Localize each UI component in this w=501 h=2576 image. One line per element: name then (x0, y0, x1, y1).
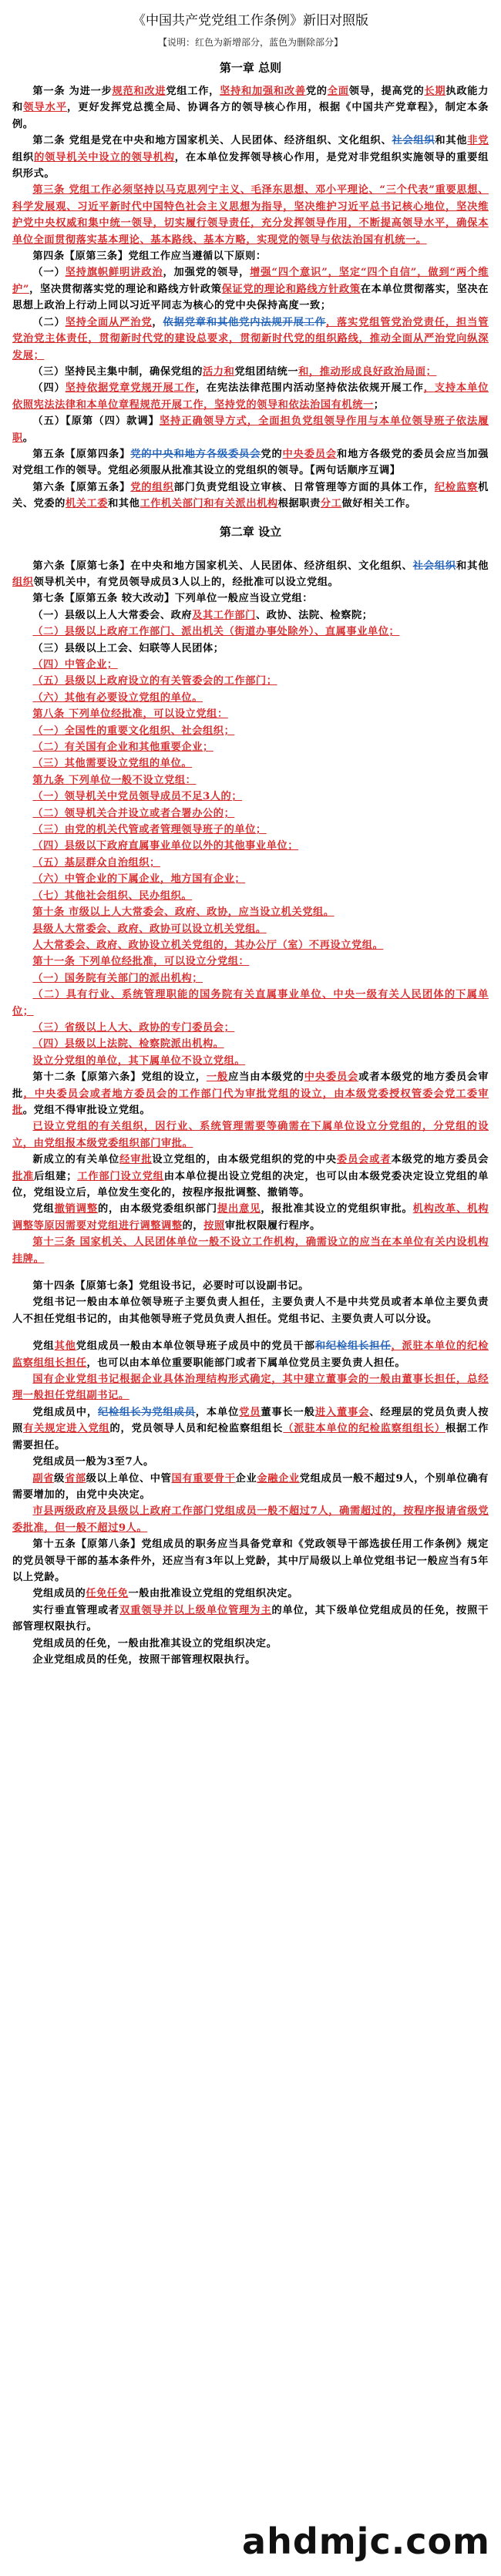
article-paragraph (12, 871, 489, 887)
original-text: 本级党的地方委员会 (391, 1154, 489, 1166)
original-text: 党组工作， (166, 86, 220, 97)
article-paragraph (12, 904, 489, 920)
added-text: 坚持依据党章党规开展工作 (65, 382, 196, 395)
article-paragraph (12, 479, 489, 513)
article-paragraph (12, 1454, 489, 1470)
article-paragraph (12, 772, 489, 789)
article-paragraph (12, 1201, 489, 1234)
added-text: 任免 (106, 1588, 129, 1600)
original-text: 根据工作需要担任。 (12, 1423, 489, 1451)
site-watermark: ahdmjc.com (242, 2521, 490, 2562)
added-text: （四）中管企业； (32, 659, 118, 671)
added-text: 的领导机关中设立的领导机构 (34, 151, 175, 163)
original-text: 第十二条【原第六条】党组的设立， (32, 1071, 207, 1084)
added-text: 进入董事会 (314, 1406, 370, 1418)
article-paragraph (12, 364, 489, 380)
added-text: 金融企业 (257, 1472, 300, 1485)
original-text: ，也可以由本单位重要职能部门或者下属单位党员主要负责人担任。 (86, 1357, 406, 1369)
added-text: （二）县级以上政府工作部门、派出机关（街道办事处除外）、直属事业单位； (32, 626, 400, 638)
added-text: 经审批 (119, 1154, 153, 1166)
article-paragraph (12, 641, 489, 657)
original-text: 由本单位提出设立党组的决定，也可以由本级党委决定设立党组的单位，党组设立后，单位发生变化的，按程序报批调整、撤销等。 (12, 1170, 489, 1199)
article-paragraph (12, 1020, 489, 1036)
original-text: 。党组不得审批设立党组。 (22, 1104, 151, 1116)
chapter-heading-1: 第一章 总则 (219, 61, 282, 75)
article-paragraph (12, 1069, 489, 1118)
original-text: 党组成员的 (32, 1588, 86, 1600)
added-text: 市县两级政府及县级以上政府工作部门党组成员一般不超过7人，确需超过的，按程序报请省级党委批准，但一般不超过9人。 (12, 1505, 489, 1534)
original-text: 党组成员一般由本单位领导班子成员中的党员干部 (76, 1340, 315, 1353)
original-text: 的单位，其下级单位党组成员的任免，按照干部管理权限执行。 (12, 1604, 489, 1633)
added-text: ，总经理一般担任党组副书记。 (12, 1374, 489, 1402)
deleted-text: 和纪检组长担任 (314, 1340, 392, 1353)
article-paragraph (12, 1503, 489, 1536)
added-text: 双重领导并以上级单位管理为主 (119, 1604, 272, 1616)
article-paragraph (12, 789, 489, 805)
original-text: 第十四条【原第七条】党组设书记，必要时可以设副书记。 (32, 1280, 309, 1293)
footer-bar (0, 2516, 501, 2576)
added-text: 非党 (467, 135, 489, 147)
original-text: 、政协、法院、检察院； (255, 609, 373, 621)
original-text: 企业党组成员的任免，按照干部管理权限执行。 (32, 1653, 256, 1666)
article-paragraph (12, 657, 489, 673)
article-paragraph (12, 182, 489, 248)
article-paragraph (12, 1294, 489, 1327)
added-text: 增强“四个意识”，坚定“四个自信”，做到“两个维护” (12, 267, 489, 295)
added-text: 规范和改进 (112, 86, 166, 97)
added-text: （六）中管企业的下属企业，地方国有企业； (32, 873, 246, 886)
added-text: 撤销 (54, 1203, 76, 1216)
added-text: （三）由党的机关代管或者管理领导班子的单位； (32, 824, 267, 836)
article-paragraph (12, 1338, 489, 1371)
added-text: 坚持和加强和改善 (220, 86, 306, 97)
added-text: 中央委员会 (304, 1071, 359, 1084)
article-paragraph (12, 446, 489, 479)
added-text: 委员会或者 (337, 1154, 392, 1166)
original-text: 的，党员领导人员和纪检监察组组长 (109, 1423, 284, 1435)
added-text: 和 (298, 365, 309, 378)
added-text: 党的组织 (130, 481, 174, 493)
added-text: 工作部门设立党组 (77, 1170, 164, 1182)
original-text: 党组成员一般不超过9人，个别单位确有需要增加的，由党中央决定。 (12, 1472, 489, 1501)
original-text: 应当由本级党的 (228, 1071, 304, 1084)
deleted-text: 党的中央和地方各级委员会 (130, 448, 261, 460)
original-text: （一） (32, 267, 66, 279)
added-text: ，中央委员会或者地方委员会的工作部门代为审批党组的设立，由本级党委授权 (23, 1088, 412, 1100)
article-paragraph (12, 953, 489, 970)
original-text: 。 (22, 432, 34, 444)
added-text: （二）具有行业、系统管理职能的国务院有关直属事业单位、中央一级有关人民团体的下属单位； (12, 989, 489, 1017)
added-text: 部门和有关派出机构 (182, 498, 278, 510)
original-text: 在本单位贯彻落实，坚决在思想上政治上行动上同以习近平同志为核心的党中央保持高度一致； (12, 283, 489, 312)
added-text: 提出意见 (217, 1203, 261, 1216)
original-text: 后组建； (34, 1170, 78, 1182)
color-legend-note: 【说明：红色为新增部分，蓝色为删除部分】 (157, 37, 343, 48)
added-text: 分工 (320, 498, 342, 510)
original-text: 第五条【原第四条】 (32, 448, 131, 460)
article-paragraph (12, 558, 489, 591)
article-paragraph (12, 723, 489, 739)
added-text: 按照 (203, 1219, 225, 1232)
article-paragraph (12, 838, 489, 854)
chapter-heading-2: 第二章 设立 (219, 524, 282, 539)
original-text: 第六条【原第五条】 (32, 481, 131, 493)
added-text: 活力和 (203, 365, 235, 378)
article-paragraph (12, 248, 489, 264)
added-text: 国有重要骨干 (171, 1472, 236, 1485)
added-text: 担任 (65, 1357, 87, 1369)
original-text: 党组团结统一 (234, 365, 299, 378)
original-text: 第六条【原第七条】在中央和地方国家机关、人民团体、经济组织、文化组织、 (32, 560, 413, 572)
added-text: 及其工作部门 (192, 609, 256, 621)
original-text: 部门负责党组设立审核、日常管理等方面的具体工作， (173, 481, 435, 493)
original-text: （五）【原第（四）款调】 (32, 415, 160, 428)
original-text: 党的 (261, 448, 283, 460)
added-text: （三）省级以上人大、政协的专门委员会； (32, 1021, 235, 1034)
original-text: （二） (32, 316, 66, 328)
article-paragraph (12, 690, 489, 706)
original-text: 第十五条【原第八条】党组成员的职务应当具备党章和《党政领导干部选拔任用工作条例》规定的党员领导干部的基本条件外，还应当有3年以上党龄，其中厅局级以上单位党组书记一般应当有5年以上党龄。 (12, 1539, 489, 1583)
original-text: 第七条【原第五条 较大改动】下列单位一般应当设立党组： (32, 593, 314, 605)
article-paragraph (12, 1602, 489, 1636)
original-text: 党组成员一般为3至7人。 (32, 1456, 154, 1468)
article-paragraph (12, 970, 489, 987)
added-text: 组织 (12, 576, 34, 588)
article-paragraph (12, 314, 489, 364)
original-text: 级 (54, 1472, 65, 1485)
added-text: 中央委员会 (282, 448, 338, 460)
article-paragraph (12, 380, 489, 413)
added-text: ，支持本单位依照宪法法律和本单位章程规范开展工作，坚持党的领导和依法治国有机统一 (12, 382, 489, 411)
original-text: 企业 (235, 1472, 257, 1485)
original-text: 党组书记一般由本单位领导班子主要负责人担任，主要负责人不是中共党员或者本单位主要负责人不担任党组书记的，由其他领导班子党员负责人担任。党组书记、主要负责人可以分设。 (12, 1296, 489, 1325)
added-text: （六）其他有必要设立党组的单位。 (32, 691, 203, 704)
added-text: 县级人大常委会、政府、政协可以设立机关党组。 (32, 923, 267, 935)
original-text: 第一条 为进一步 (32, 86, 113, 97)
added-text: ，推动形成良好政治局面； (308, 365, 437, 378)
original-text: 新成立的有关单位 (32, 1154, 120, 1166)
original-text: ，加强党的领导， (163, 267, 250, 279)
original-text: 的，由本级党委组织部门 (97, 1203, 217, 1216)
original-text: 的， (182, 1219, 204, 1232)
original-text: 组织 (12, 151, 35, 163)
added-text: 坚持正确领导方式，全面担负党组领导作用与本单位领导班子依法履职 (12, 415, 489, 444)
deleted-text: 社会组织 (412, 560, 457, 572)
added-text: （一）领导机关中党员领导成员不足3人的； (32, 791, 243, 803)
added-text: 第三条 党组工作必须坚持以马克思列宁主义、毛泽东思想、邓小平理论、“三个代表”重要思想、科学发展观、习近平新时代中国特色社会主义思想为指导，坚决维护习近平总书记核心地位，坚决维护党中央权威和集中统一领导，切实履行领导责任，充分发挥领导作用，不断提高领导水平，确保本单位全面贯彻落实基本理论、基本路线、基本方略，实现党的领导与依法治国有机统一。 (12, 184, 489, 246)
original-text: 机关、党委的 (12, 481, 489, 510)
original-text: （一）县级以上人大常委会、政府 (32, 609, 193, 621)
original-text: 和地方各级党的委员会应当加强对党组工作的领导。党组必须服从批准其设立的党组织的领导。【两句话顺序互调】 (12, 448, 489, 477)
original-text: 第二条 党组是党在中央和地方国家机关、人民团体、经济组织、文化组织、 (32, 135, 392, 147)
added-text: （四）县级以下政府直属事业单位以外的其他事业单位； (32, 840, 299, 853)
original-text: 和其他 (108, 498, 140, 510)
original-text: ，更好发挥党总揽全局、协调各方的领导核心作用，根据《中国共产党章程》，制定本条例。 (12, 102, 489, 130)
article-paragraph (12, 83, 489, 133)
added-text: （二）有关国有企业和其他重要企业； (32, 742, 214, 754)
added-text: 第八条 下列单位经批准，可以设立党组： (32, 708, 228, 721)
original-text: 实行垂直管理或者 (32, 1604, 120, 1616)
added-text: 管委会党工委审批 (12, 1088, 489, 1116)
original-text: 党组成员的任免，一般由批准其设立的党组织决定。 (32, 1637, 277, 1650)
paragraph-gap (12, 1267, 489, 1278)
article-paragraph (12, 264, 489, 314)
article-paragraph (12, 1586, 489, 1602)
document-title: 《中国共产党党组工作条例》新旧对照版 (133, 13, 368, 29)
original-text: ，坚决贯彻落实党的理论和路线方针政策 (29, 283, 222, 295)
original-text: 领导，提高党的 (348, 86, 425, 97)
article-paragraph (12, 822, 489, 838)
original-text: 、经理层的党员负责人按照 (12, 1406, 489, 1435)
added-text: 全面 (327, 86, 349, 97)
article-paragraph (12, 1053, 489, 1069)
added-text: 设立分党组的单位，其下属单位不设立党组。 (32, 1054, 246, 1067)
added-text: 机关工委 (65, 498, 109, 510)
added-text: 一般 (206, 1071, 229, 1084)
added-text: 已设立党组的有关组织，因行业、系统管理需要等确需在下属单位设立分党组的，分党组的设立，由党组报本级党委组织部门审批。 (12, 1121, 489, 1149)
article-paragraph (12, 1036, 489, 1052)
original-text: 和其他 (456, 560, 489, 572)
original-text: 根据职责 (277, 498, 321, 510)
added-text: 领导水平 (23, 102, 68, 114)
original-text: ， (152, 316, 163, 328)
article-paragraph (12, 755, 489, 772)
article-paragraph (12, 739, 489, 755)
deleted-text: 纪检组长为党组成员 (97, 1406, 196, 1418)
added-text: 第十条 市级以上人大常委会、政府、政协，应当设立机关党组。 (32, 906, 335, 919)
added-text: （二）领导机关合并设立或者合署办公的； (32, 807, 235, 819)
added-text: 长期 (424, 86, 446, 97)
article-paragraph (12, 1471, 489, 1504)
original-text: 第四条【原第三条】党组工作应当遵循以下原则： (32, 251, 267, 263)
added-text: 坚持全面从严治党 (65, 316, 153, 328)
added-text: （四）县级以上法院、检察院派出机构。 (32, 1038, 224, 1051)
article-paragraph (12, 673, 489, 689)
added-text: （五）基层群众自治组织； (32, 856, 160, 869)
added-text: （七）其他社会组织、民办组织。 (32, 889, 193, 902)
added-text: 有关规定进入党组 (23, 1423, 110, 1435)
article-paragraph (12, 607, 489, 624)
article-paragraph (12, 855, 489, 871)
original-text: 或者本级党的地方委员会审批 (12, 1071, 489, 1100)
article-paragraph (12, 1118, 489, 1152)
added-text: 第九条 下列单位一般不设立党组： (32, 774, 197, 786)
added-text: （五）县级以上政府设立的有关管委会的工作部门； (32, 675, 277, 688)
added-text: 省部 (64, 1472, 86, 1485)
original-text: 领导机关中，有党员领导成员3人以上的，经批准可以设立党组。 (33, 576, 339, 588)
original-text: ； (373, 399, 385, 411)
article-paragraph (12, 1278, 489, 1294)
original-text: ，在宪法法律范围内活动坚持依法依规开展工作 (195, 382, 424, 395)
deleted-text: 依据党章和其他党内法规开展工作 (163, 316, 326, 328)
added-text: ，派驻本单位的纪检监察组组长 (12, 1340, 489, 1369)
article-paragraph (12, 1536, 489, 1586)
added-text: 机构改革、机构调整等原因需要对党组进行调整 (12, 1203, 489, 1232)
article-paragraph (12, 937, 489, 953)
article-paragraph (12, 1652, 489, 1668)
article-paragraph (12, 590, 489, 607)
original-text: 审批权限履行程序。 (224, 1219, 321, 1232)
article-paragraph (12, 921, 489, 937)
original-text: ，报批准其设立的党组织审批。 (261, 1203, 413, 1216)
added-text: 任免 (86, 1588, 107, 1600)
article-paragraph (12, 888, 489, 904)
chapter-1-body (12, 83, 489, 513)
chapter-2-body (12, 547, 489, 1669)
added-text: 工作机关 (140, 498, 183, 510)
added-text: 副省 (32, 1472, 55, 1485)
added-text: （一）国务院有关部门的派出机构； (32, 972, 203, 984)
original-text: （四） (32, 382, 66, 395)
original-text: 级以上单位、中管 (86, 1472, 172, 1485)
original-text: ，本单位 (195, 1406, 240, 1418)
article-paragraph (12, 1404, 489, 1454)
paragraph-gap (12, 547, 489, 558)
added-text: 保证党的理论和路线方针政策 (221, 283, 361, 295)
original-text: 执政能力和 (12, 86, 489, 114)
article-paragraph (12, 805, 489, 822)
original-text: （三）县级以上工会、妇联等人民团体； (32, 642, 224, 654)
added-text: （三）其他需要设立党组的单位。 (32, 758, 193, 770)
added-text: 第十三条 国家机关、人民团体单位一般不设立工作机构，确需设立的应当在本单位有关内设机构挂牌。 (12, 1236, 489, 1265)
added-text: 纪检监察 (434, 481, 479, 493)
added-text: （派驻本单位的纪检监察组组长） (283, 1423, 446, 1435)
original-text: （三）坚持民主集中制，确保党组的 (32, 365, 203, 378)
paragraph-gap (12, 1327, 489, 1338)
added-text: 调整 (76, 1203, 98, 1216)
added-text: 调整 (161, 1219, 183, 1232)
article-paragraph (12, 1371, 489, 1404)
article-paragraph (12, 624, 489, 640)
original-text: ，在本单位发挥领导核心作用，是党对非党组织实施领导的重要组织形式。 (12, 151, 489, 180)
original-text: 一般由批准设立党组的党组织决定。 (128, 1588, 299, 1600)
added-text: 批准 (12, 1170, 35, 1182)
original-text: 党组成员中， (32, 1406, 98, 1418)
original-text: 党组 (32, 1340, 55, 1353)
deleted-text: 社会组织 (392, 135, 435, 147)
added-text: 国有企业党组书记根据企业具体治理结构形式确定，其中建立董事会的一般由董事长担任 (32, 1374, 457, 1386)
original-text: 设立党组的，由本级党组织的党的中央 (152, 1154, 337, 1166)
original-text: 党的 (305, 86, 328, 97)
added-text: 第十一条 下列单位经批准，可以设立分党组： (32, 956, 250, 968)
article-paragraph (12, 1152, 489, 1201)
added-text: 坚持旗帜鲜明讲政治 (65, 267, 163, 279)
added-text: （一）全国性的重要文化组织、社会组织； (32, 725, 235, 737)
article-paragraph (12, 1234, 489, 1267)
added-text: 其他 (54, 1340, 76, 1353)
article-paragraph (12, 133, 489, 182)
article-paragraph (12, 706, 489, 722)
original-text: 做好相关工作。 (341, 498, 416, 510)
article-paragraph (12, 413, 489, 446)
added-text: ，落实党组管党治党责任，担当管党治党主体责任，贯彻新时代党的建设总要求，贯彻新时代党的组织路线，推动全面从严治党向纵深发展； (12, 316, 489, 362)
article-paragraph (12, 987, 489, 1020)
added-text: 党员 (239, 1406, 261, 1418)
added-text: 人大常委会、政府、政协设立机关党组的，其办公厅（室）不再设立党组。 (32, 939, 384, 951)
article-paragraph (12, 1636, 489, 1652)
original-text: 和其他 (435, 135, 468, 147)
original-text: 党组 (32, 1203, 55, 1216)
original-text: 董事长一般 (261, 1406, 315, 1418)
